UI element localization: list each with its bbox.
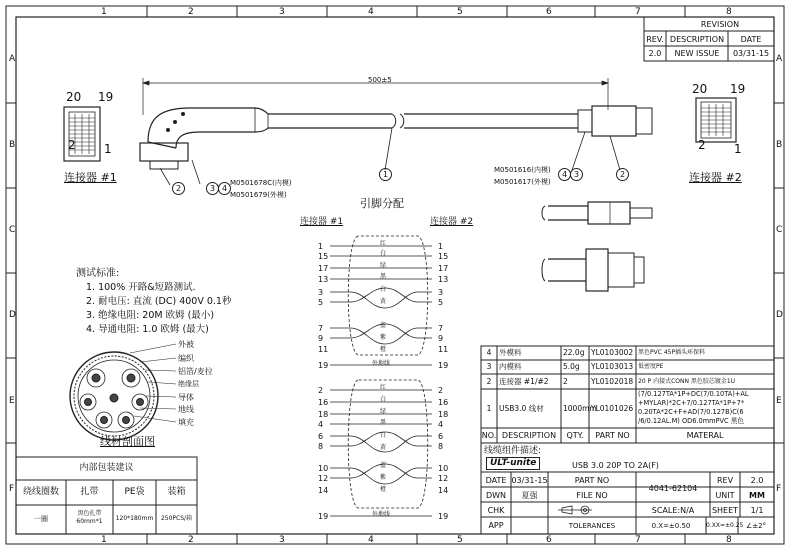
connector-1-pin-2: 2 xyxy=(68,138,76,152)
pin-l-4: 4 xyxy=(318,420,324,429)
grid-col-1: 1 xyxy=(101,7,107,17)
grid-row-b-right: B xyxy=(776,140,783,150)
pin-r-17: 17 xyxy=(438,264,449,273)
pin-r-7: 7 xyxy=(438,324,444,333)
bom-cell-r3-c4: YL0102018 xyxy=(591,376,634,386)
part-no-label: PART NO xyxy=(574,476,610,485)
bom-cell-r2-c4: YL0103013 xyxy=(591,362,634,371)
scale-label: SCALE:N/A xyxy=(651,506,695,515)
grid-col-3-bottom: 3 xyxy=(279,535,285,545)
wire-color-label: 绿 xyxy=(380,262,387,269)
packaging-header-tie: 扎带 xyxy=(80,487,99,497)
grid-row-a-right: A xyxy=(776,54,783,64)
pin-l-12: 12 xyxy=(318,474,329,483)
drain-wire-2-label: 外地线 xyxy=(372,511,391,518)
cross-section-filler: 填充 xyxy=(178,418,194,427)
connector-1-label: 连接器 #1 xyxy=(64,171,117,184)
packaging-title: 内部包装建议 xyxy=(79,463,134,473)
pin-r-8: 8 xyxy=(438,442,444,451)
bom-cell-r4-c5: (7/0.127TA*1P+DC(7/0.10TA)+AL +MYLAR)*2C+7/0.127TA*1P+7* 0.20TA*2C+F+AD(7/0.127B)C(6 /6/0.12AL.M) OD6.0mmPVC 黑色 xyxy=(638,390,749,425)
grid-col-7: 7 xyxy=(635,7,641,17)
grid-col-6: 6 xyxy=(546,7,552,17)
connector-1-pin-20: 20 xyxy=(66,90,82,104)
ground-pin-right-1: 19 xyxy=(438,361,449,370)
pin-r-1: 1 xyxy=(438,242,444,251)
wire-color-label: 黑 xyxy=(380,273,387,280)
packaging-header-bag: PE袋 xyxy=(124,487,145,497)
grid-row-e-right: E xyxy=(776,396,782,406)
grid-col-4: 4 xyxy=(368,7,374,17)
wire-color-label: 橙 xyxy=(380,486,387,493)
pin-l-10: 10 xyxy=(318,464,329,473)
tolerance-one-decimal: 0.X=±0.50 xyxy=(651,522,691,530)
grid-col-3: 3 xyxy=(279,7,285,17)
pin-l-8: 8 xyxy=(318,442,324,451)
bom-cell-r2-c5: 低密度PE xyxy=(638,363,664,370)
tolerance-angle: ∠±2° xyxy=(745,522,767,530)
grid-row-b: B xyxy=(9,140,16,150)
ground-pin-right-2: 19 xyxy=(438,512,449,521)
pin-r-2: 2 xyxy=(438,386,444,395)
pin-r-3: 3 xyxy=(438,288,444,297)
cross-section-leaders xyxy=(130,344,176,422)
pin-l-11: 11 xyxy=(318,345,329,354)
bom-cell-r3-c5: 20 P 内接式CONN 黑色胶芯镀金1U xyxy=(638,377,736,385)
connector-2-label: 连接器 #2 xyxy=(689,171,742,184)
sheet-value: 1/1 xyxy=(750,506,764,515)
balloon-3-left: 3 xyxy=(206,182,219,195)
packaging-header-box: 装箱 xyxy=(167,487,186,497)
revision-date: 03/31-15 xyxy=(732,49,770,58)
date-label: DATE xyxy=(485,476,507,485)
pin-l-1: 1 xyxy=(318,242,324,251)
grid-col-8: 8 xyxy=(726,7,732,17)
pinout-title: 引脚分配 xyxy=(360,197,404,210)
chk-label: CHK xyxy=(487,506,505,515)
balloon-1-cable: 1 xyxy=(379,168,392,181)
pin-r-13: 13 xyxy=(438,275,449,284)
pin-l-5: 5 xyxy=(318,298,324,307)
revision-header-date: DATE xyxy=(740,35,762,44)
pin-r-5: 5 xyxy=(438,298,444,307)
connector-2-pin-1: 1 xyxy=(734,142,742,156)
pin-r-14: 14 xyxy=(438,486,449,495)
test-item-2: 2. 耐电压: 直流 (DC) 400V 0.1秒 xyxy=(86,296,232,307)
grid-col-2-bottom: 2 xyxy=(188,535,194,545)
wire-color-label: 白 xyxy=(380,396,387,403)
bom-cell-r1-c3: 22.0g xyxy=(563,348,585,357)
wire-color-label: 紫 xyxy=(380,334,387,341)
wire-color-label: 白 xyxy=(380,250,387,257)
bom-cell-r4-c4: YL0101026 xyxy=(591,403,634,413)
bom-cell-r3-c1: 2 xyxy=(486,376,492,386)
rev-value: 2.0 xyxy=(750,476,764,485)
revision-title: REVISION xyxy=(700,20,740,29)
connector-1-pin-19: 19 xyxy=(98,90,114,104)
wire-color-label: 紫 xyxy=(380,474,387,481)
grid-col-1-bottom: 1 xyxy=(101,535,107,545)
bom-header-1: NO. xyxy=(481,431,497,440)
connector-2-pin-19: 19 xyxy=(730,82,746,96)
connector-2-side-views xyxy=(542,202,652,291)
revision-header-rev: REV. xyxy=(646,35,664,44)
pin-l-14: 14 xyxy=(318,486,329,495)
test-standard-title: 测试标准: xyxy=(76,268,120,279)
app-label: APP xyxy=(488,521,504,530)
pin-l-18: 18 xyxy=(318,410,329,419)
date-value: 03/31-15 xyxy=(511,476,548,485)
cable-cross-section xyxy=(70,352,158,440)
test-item-4: 4. 导通电阻: 1.0 欧姆 (最大) xyxy=(86,324,209,335)
connector-2-end-face xyxy=(696,98,736,142)
pinout-left-header: 连接器 #1 xyxy=(300,217,344,227)
bom-cell-r1-c5: 黑色PVC 45P插头环保料 xyxy=(638,349,706,356)
test-item-1: 1. 100% 开路&短路测试. xyxy=(86,282,196,293)
connector-2-part-inner: M0501616(内模) xyxy=(494,166,551,174)
ground-pin-left-2: 19 xyxy=(318,512,329,521)
bom-cell-r2-c3: 5.0g xyxy=(563,362,580,371)
bom-header-5: MATERAL xyxy=(686,431,724,440)
pin-r-10: 10 xyxy=(438,464,449,473)
wire-color-label: 橙 xyxy=(380,346,387,353)
wire-color-label: 黄 xyxy=(380,444,387,451)
pin-r-15: 15 xyxy=(438,252,449,261)
bom-cell-r1-c1: 4 xyxy=(486,348,492,357)
wire-color-label: 红 xyxy=(380,240,387,247)
cross-section-conductor: 导体 xyxy=(178,393,194,402)
pin-l-15: 15 xyxy=(318,252,329,261)
drawing-number: 4041-62104 xyxy=(648,484,698,493)
cross-section-insulation: 绝缘层 xyxy=(178,380,199,388)
revision-description: NEW ISSUE xyxy=(674,49,720,58)
bom-cell-r4-c1: 1 xyxy=(486,403,492,413)
cross-section-braid: 编织 xyxy=(178,354,194,363)
grid-row-c-right: C xyxy=(776,225,783,235)
pin-l-6: 6 xyxy=(318,432,324,441)
wire-color-label: 绿 xyxy=(380,408,387,415)
grid-col-2: 2 xyxy=(188,7,194,17)
connector-1-end-face xyxy=(64,107,100,161)
grid-col-5-bottom: 5 xyxy=(457,535,463,545)
grid-col-8-bottom: 8 xyxy=(726,535,732,545)
bom-cell-r1-c4: YL0103002 xyxy=(591,348,634,357)
grid-col-6-bottom: 6 xyxy=(546,535,552,545)
grid-row-f: F xyxy=(9,484,15,494)
grid-row-a: A xyxy=(9,54,16,64)
packaging-coils: 一圈 xyxy=(34,515,48,523)
balloon-4-left: 4 xyxy=(218,182,231,195)
pin-r-18: 18 xyxy=(438,410,449,419)
file-no-label: FILE NO xyxy=(576,491,608,500)
revision-header-description: DESCRIPTION xyxy=(669,35,725,44)
pin-r-16: 16 xyxy=(438,398,449,407)
packaging-bag: 120*180mm xyxy=(115,515,154,522)
pin-l-3: 3 xyxy=(318,288,324,297)
pin-l-2: 2 xyxy=(318,386,324,395)
wire-color-label: 黄 xyxy=(380,298,387,305)
title-desc: USB 3.0 20P TO 2A(F) xyxy=(572,461,659,470)
balloon-4-right: 4 xyxy=(558,168,571,181)
pin-r-4: 4 xyxy=(438,420,444,429)
pin-l-17: 17 xyxy=(318,264,329,273)
bom-cell-r3-c3: 2 xyxy=(563,376,568,386)
pin-r-11: 11 xyxy=(438,345,449,354)
grid-row-f-right: F xyxy=(776,484,782,494)
bom-cell-r3-c2: 连接器 #1/#2 xyxy=(499,376,549,386)
pin-l-13: 13 xyxy=(318,275,329,284)
sheet-label: SHEET xyxy=(711,506,739,515)
grid-col-7-bottom: 7 xyxy=(635,535,641,545)
ground-pin-left-1: 19 xyxy=(318,361,329,370)
rev-label: REV xyxy=(716,476,734,485)
balloon-2-right: 2 xyxy=(616,168,629,181)
length-dimension-label: 500±5 xyxy=(368,76,392,84)
bom-cell-r1-c2: 外模料 xyxy=(499,348,522,357)
grid-row-d-right: D xyxy=(776,310,783,320)
cross-section-jacket: 外被 xyxy=(178,340,194,349)
cross-section-drain: 地线 xyxy=(178,405,194,414)
connector-2-pin-2: 2 xyxy=(698,138,706,152)
connector-1-pin-1: 1 xyxy=(104,142,112,156)
grid-row-e: E xyxy=(9,396,15,406)
pinout-right-header: 连接器 #2 xyxy=(430,217,474,227)
packaging-header-coils: 绕线圈数 xyxy=(22,487,59,497)
pin-r-6: 6 xyxy=(438,432,444,441)
connector-1-part-inner: M0501678C(内模) xyxy=(230,179,292,187)
tolerances-label: TOLERANCES xyxy=(568,522,616,530)
unit-label: UNIT xyxy=(715,491,735,500)
wire-color-label: 红 xyxy=(380,384,387,391)
bom-header-4: PART NO xyxy=(595,431,630,440)
connector-1-part-outer: M0501679(外模) xyxy=(230,191,287,199)
wire-color-label: 蓝 xyxy=(380,462,387,469)
balloon-3-right: 3 xyxy=(570,168,583,181)
unit-value: MM xyxy=(749,491,765,500)
inner-border xyxy=(16,17,774,534)
packaging-tie: 黑色扎带 60mm*1 xyxy=(76,510,103,525)
cross-section-title: 线材剖面图 xyxy=(100,435,155,448)
drain-wire-1-label: 外地线 xyxy=(372,360,391,367)
dwn-value: 夏强 xyxy=(521,491,538,500)
pin-l-16: 16 xyxy=(318,398,329,407)
pin-r-9: 9 xyxy=(438,334,444,343)
bom-cell-r4-c3: 1000mm xyxy=(563,403,597,413)
bom-cell-r2-c2: 内模料 xyxy=(499,362,522,371)
grid-row-d: D xyxy=(9,310,16,320)
projection-symbol xyxy=(558,506,592,514)
wire-color-label: 蓝 xyxy=(380,322,387,329)
revision-rev: 2.0 xyxy=(648,49,662,58)
balloon-2-left: 2 xyxy=(172,182,185,195)
wire-color-label: 白 xyxy=(380,286,387,293)
packaging-box: 250PCS/箱 xyxy=(160,515,193,522)
company-logo: ULT-unite xyxy=(486,457,540,470)
title-desc-label: 线缆组件描述: xyxy=(484,446,542,456)
pin-r-12: 12 xyxy=(438,474,449,483)
dwn-label: DWN xyxy=(485,491,507,500)
wire-color-label: 白 xyxy=(380,432,387,439)
bom-cell-r2-c1: 3 xyxy=(486,362,492,371)
bom-header-2: DESCRIPTION xyxy=(501,431,557,440)
tolerance-two-decimal: 0.XX=±0.25 xyxy=(706,522,744,529)
grid-col-5: 5 xyxy=(457,7,463,17)
pin-l-7: 7 xyxy=(318,324,324,333)
cross-section-foil: 铝箔/麦拉 xyxy=(178,367,213,376)
grid-row-c: C xyxy=(9,225,16,235)
wire-color-label: 黑 xyxy=(380,419,387,426)
grid-col-4-bottom: 4 xyxy=(368,535,374,545)
connector-2-pin-20: 20 xyxy=(692,82,708,96)
pin-l-9: 9 xyxy=(318,334,324,343)
test-item-3: 3. 绝缘电阻: 20M 欧姆 (最小) xyxy=(86,310,215,321)
bom-header-3: QTY. xyxy=(566,431,584,440)
connector-2-part-outer: M0501617(外模) xyxy=(494,178,551,186)
bom-cell-r4-c2: USB3.0 线材 xyxy=(499,403,544,413)
